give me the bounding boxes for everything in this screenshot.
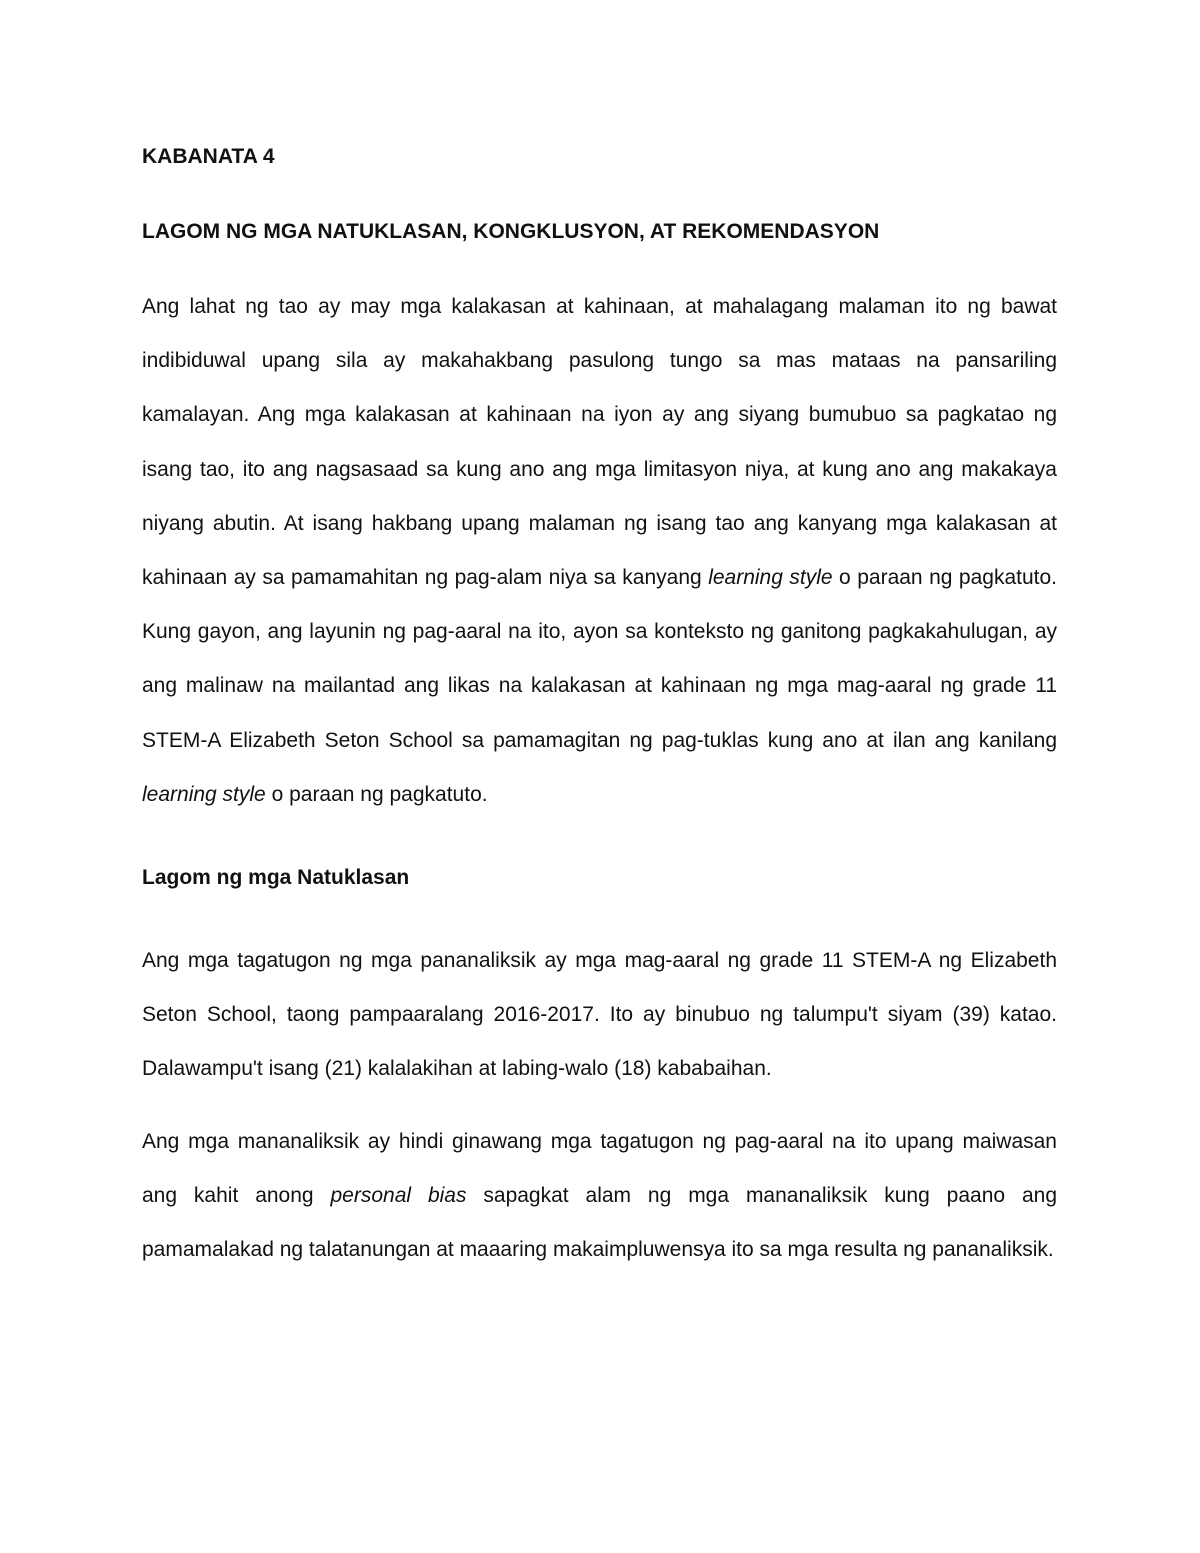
findings-2-text-part-2: sapagkat alam ng mga mananaliksik kung paano ang pamamalakad ng talatanungan at maaaring makaimpluwensya ito sa mga resulta ng pananaliksik. bbox=[142, 1183, 1057, 1262]
section-heading: Lagom ng mga Natuklasan bbox=[142, 866, 410, 890]
findings-2-text-part-1: Ang mga mananaliksik ay hindi ginawang mga tagatugon ng pag-aaral na ito upang maiwasan ang kahit anong bbox=[142, 1129, 1057, 1207]
findings-paragraph-1: Ang mga tagatugon ng mga pananaliksik ay mga mag-aaral ng grade 11 STEM-A ng Elizabeth Seton School, taong pampaaralang 2016-2017. Ito ay binubuo ng talumpu't siyam (39) katao. Dalawampu't isang (21) kalalakihan at labing-walo (18) kababaihan. bbox=[142, 949, 1057, 1081]
findings-2-term-personal-bias: personal bias bbox=[330, 1183, 467, 1207]
intro-term-learning-style-2: learning style bbox=[142, 782, 266, 806]
intro-text-part-1: Ang lahat ng tao ay may mga kalakasan at kahinaan, at mahalagang malaman ito ng bawat indibiduwal upang sila ay makahakbang pasulong tungo sa mas mataas na pansariling kamalayan. Ang mga kalakasan at kahinaan na iyon ay ang siyang bumubuo sa pagkatao ng isang tao, ito ang nagsasaad sa kung ano ang mga limitasyon niya, at kung ano ang makakaya niyang abutin. At isang hakbang upang malaman ng isang tao ang kanyang mga kalakasan at kahinaan ay sa pamamahitan ng pag-alam niya sa kanyang bbox=[142, 295, 1057, 590]
document-body bbox=[142, 138, 1057, 1277]
intro-paragraph bbox=[142, 280, 1057, 822]
intro-text-part-2: o paraan ng pagkatuto. Kung gayon, ang layunin ng pag-aaral na ito, ayon sa konteksto ng ganitong pagkakahulugan, ay ang malinaw na mailantad ang likas na kalakasan at kahinaan ng mga mag-aaral ng grade 11 STEM-A Elizabeth Seton School sa pamamagitan ng pag-tuklas kung ano at ilan ang kanilang bbox=[142, 566, 1058, 752]
chapter-title: LAGOM NG MGA NATUKLASAN, KONGKLUSYON, AT REKOMENDASYON bbox=[142, 220, 880, 243]
intro-term-learning-style-1: learning style bbox=[708, 566, 833, 590]
intro-text-part-3: o paraan ng pagkatuto. bbox=[265, 782, 488, 806]
chapter-label: KABANATA 4 bbox=[142, 145, 275, 168]
findings-paragraph-2 bbox=[142, 1115, 1057, 1278]
